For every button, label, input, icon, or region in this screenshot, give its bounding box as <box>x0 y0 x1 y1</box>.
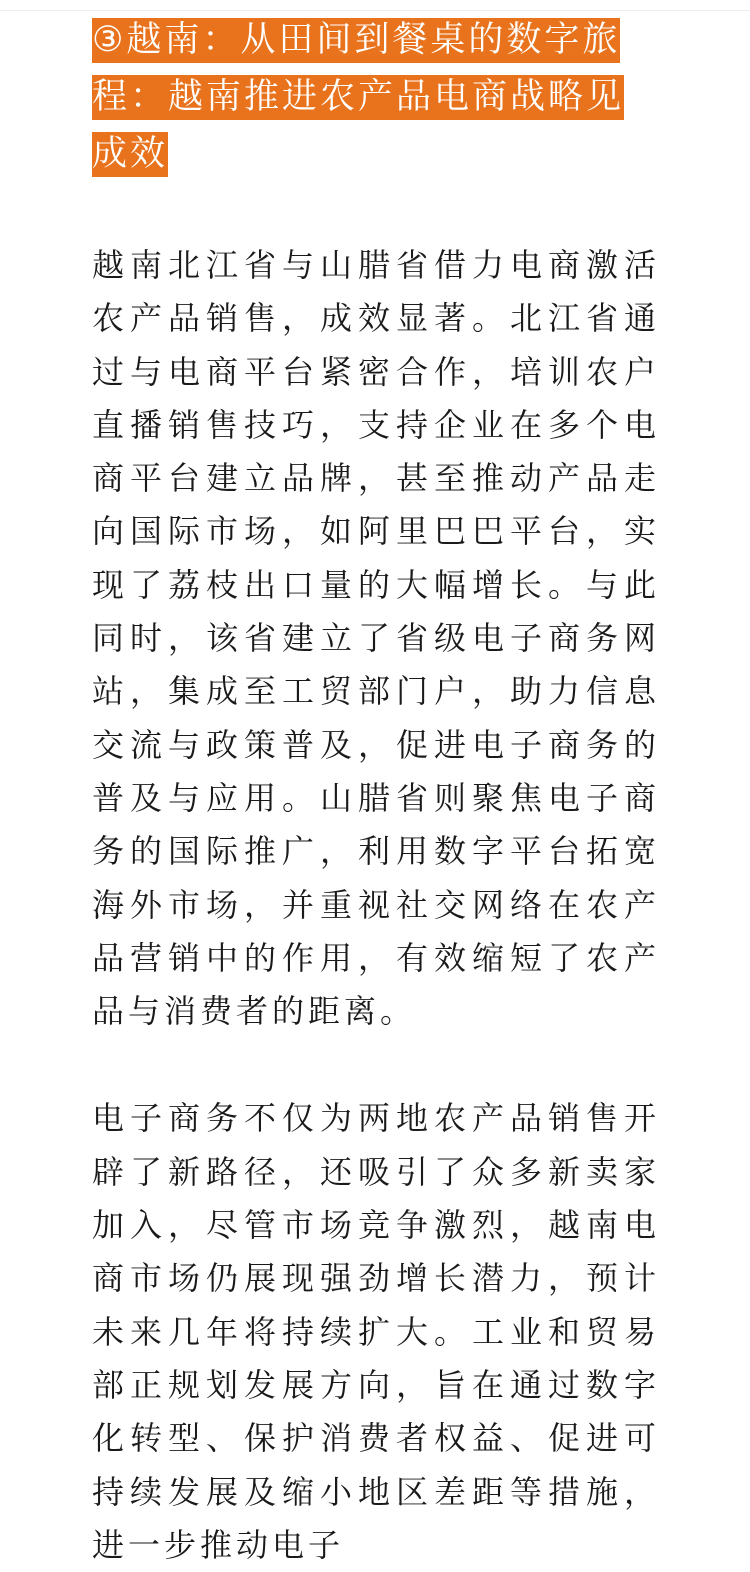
paragraph-2: 电子商务不仅为两地农产品销售开辟了新路径，还吸引了众多新卖家加入，尽管市场竞争激烈，越南电商市场仍展现强劲增长潜力，预计未来几年将持续扩大。工业和贸易部正规划发展方向，旨在通过数字化转型、保护消费者权益、促进可持续发展及缩小地区差距等措施，进一步推动电子 <box>92 1099 660 1564</box>
paragraph-1: 越南北江省与山腊省借力电商激活农产品销售，成效显著。北江省通过与电商平台紧密合作，培训农户直播销售技巧，支持企业在多个电商平台建立品牌，甚至推动产品走向国际市场，如阿里巴巴平台，实现了荔枝出口量的大幅增长。与此同时，该省建立了省级电子商务网站，集成至工贸部门户，助力信息交流与政策普及，促进电子商务的普及与应用。山腊省则聚焦电子商务的国际推广，利用数字平台拓宽海外市场，并重视社交网络在农产品营销中的作用，有效缩短了农产品与消费者的距离。 <box>92 246 660 1031</box>
section-heading <box>92 12 660 183</box>
section-heading-text: ③越南：从田间到餐桌的数字旅程：越南推进农产品电商战略见成效 <box>92 18 624 177</box>
article-body <box>92 12 660 1572</box>
top-divider <box>0 10 750 11</box>
